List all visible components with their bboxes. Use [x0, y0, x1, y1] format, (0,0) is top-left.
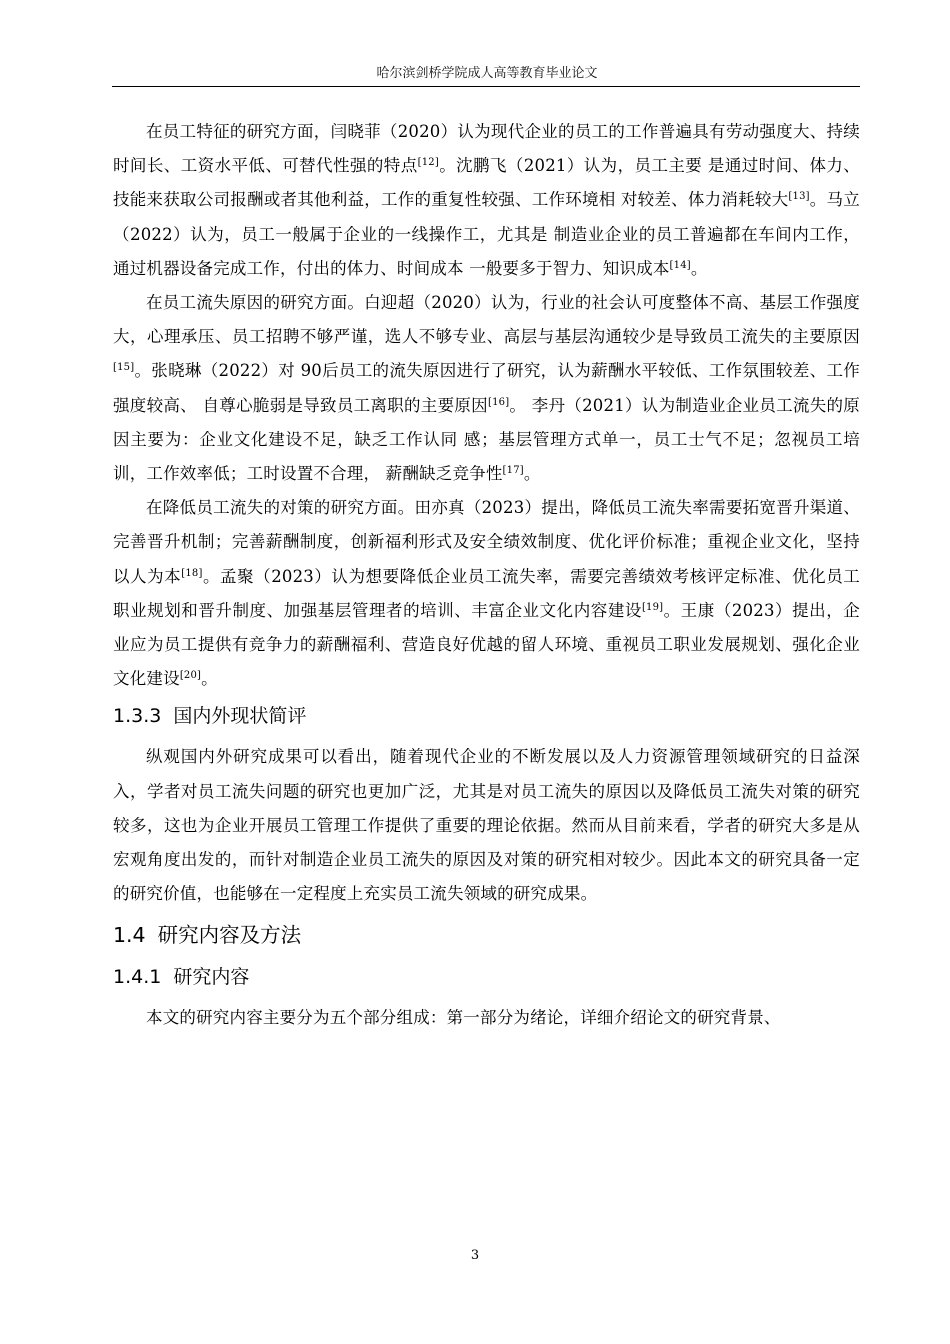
paragraph-employee-characteristics — [113, 115, 860, 286]
text-run: 。 — [523, 464, 541, 484]
text-run: 。孟聚（2023）认为想要降低企业员工流失率，需要完善绩效考核评定标准、优化员工职业规划和晋升制度、加强基层管理者的培训、丰富企业文化内容建设 — [113, 566, 860, 620]
citation-ref: [18] — [181, 567, 203, 579]
paragraph-turnover-causes — [113, 286, 860, 491]
section-number: 1.4 — [113, 923, 146, 948]
section-heading-1-4-1 — [113, 959, 860, 995]
citation-ref: [15] — [113, 362, 135, 374]
section-title: 研究内容及方法 — [157, 923, 302, 948]
paragraph-research-content — [113, 1001, 860, 1035]
citation-ref: [19] — [641, 601, 664, 613]
page-header: 哈尔滨剑桥学院成人高等教育毕业论文 — [376, 66, 598, 81]
section-heading-1-3-3 — [113, 698, 860, 734]
document-body — [113, 115, 860, 1036]
section-number: 1.3.3 — [113, 705, 162, 728]
citation-ref: [17] — [502, 465, 524, 477]
page-number: 3 — [470, 1248, 480, 1263]
text-run: 在员工特征的研究方面，闫晓菲（2020）认为现代企业的员工的工作普遍具有劳动强度大、持续时间长、工资水平低、可替代性强的特点 — [113, 122, 860, 176]
citation-ref: [13] — [788, 191, 810, 203]
text-run: 。 李丹（2021）认为制造业企业员工流失的原因主要为：企业文化建设不足，缺乏工作认同 感；基层管理方式单一，员工士气不足；忽视员工培训，工作效率低；工时设置不合理， 薪酬缺乏竞争性 — [113, 395, 860, 484]
text-run: 。马立（2022）认为，员工一般属于企业的一线操作工，尤其是 制造业企业的员工普遍都在车间内工作，通过机器设备完成工作，付出的体力、时间成本 一般要多于智力、知识成本 — [113, 190, 860, 278]
paragraph-turnover-countermeasures — [113, 491, 860, 696]
citation-ref: [12] — [417, 157, 439, 169]
text-run: 。 — [201, 669, 218, 689]
citation-ref: [20] — [179, 670, 202, 682]
text-run: 。张晓琳（2022）对 90后员工的流失原因进行了研究，认为薪酬水平较低、工作氛围较差、工作强度较高、 自尊心脆弱是导致员工离职的主要原因 — [113, 361, 860, 415]
text-run: 。王康（2023）提出，企业应为员工提供有竞争力的薪酬福利、营造良好优越的留人环境、重视员工职业发展规划、强化企业文化建设 — [113, 600, 861, 689]
header-rule — [112, 86, 860, 87]
citation-ref: [14] — [669, 259, 691, 271]
citation-ref: [16] — [487, 396, 510, 408]
section-title: 国内外现状简评 — [173, 705, 307, 728]
text-run: 纵观国内外研究成果可以看出，随着现代企业的不断发展以及人力资源管理领域研究的日益深入，学者对员工流失问题的研究也更加广泛，尤其是对员工流失的原因以及降低员工流失对策的研究较多，这也为企业开展员工管理工作提供了重要的理论依据。然而从目前来看，学者的研究大多是从宏观角度出发的，而针对制造企业员工流失的原因及对策的研究相对较少。因此本文的研究具备一定的研究价值，也能够在一定程度上充实员工流失领域的研究成果。 — [113, 747, 860, 904]
section-number: 1.4.1 — [113, 966, 162, 989]
text-run: 在降低员工流失的对策的研究方面。田亦真（2023）提出，降低员工流失率需要拓宽晋升渠道、完善晋升机制；完善薪酬制度，创新福利形式及安全绩效制度、优化评价标准；重视企业文化，坚持以人为本 — [113, 498, 860, 586]
text-run: 。 — [690, 258, 708, 278]
section-title: 研究内容 — [173, 966, 250, 989]
text-run: 在员工流失原因的研究方面。白迎超（2020）认为，行业的社会认可度整体不高、基层工作强度大，心理承压、员工招聘不够严谨，选人不够专业、高层与基层沟通较少是导致员工流失的主要原因 — [113, 293, 860, 347]
section-heading-1-4 — [113, 915, 860, 955]
text-run: 本文的研究内容主要分为五个部分组成：第一部分为绪论，详细介绍论文的研究背景、 — [146, 1008, 781, 1028]
text-run: 。沈鹏飞（2021）认为，员工主要 是通过时间、体力、技能来获取公司报酬或者其他利益，工作的重复性较强、工作环境相 对较差、体力消耗较大 — [113, 156, 860, 210]
paragraph-review-summary — [113, 740, 860, 911]
